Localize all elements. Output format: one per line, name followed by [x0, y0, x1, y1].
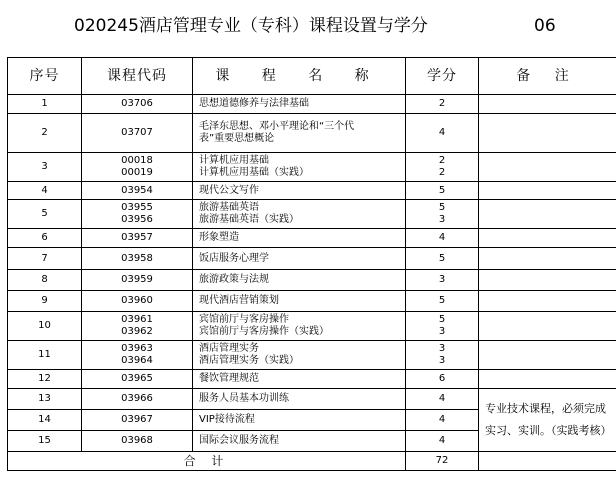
course-name-cell [193, 200, 406, 229]
total-label: 合 计 [8, 452, 406, 471]
course-code: 03957 [121, 232, 153, 243]
course-name: 餐饮管理规范 [199, 373, 259, 384]
doc-code: 06 [534, 16, 556, 36]
course-name: 旅游基础英语 [199, 202, 259, 213]
course-name: 计算机应用基础 [199, 155, 269, 166]
note-cell [479, 229, 616, 248]
header-name: 课 程 名 称 [193, 58, 406, 95]
course-name: 旅游政策与法规 [199, 274, 269, 285]
row-number: 12 [8, 370, 82, 389]
credit-value: 3 [438, 355, 446, 366]
credit-value: 2 [438, 98, 446, 109]
course-code-cell [82, 312, 193, 341]
credit-value: 5 [438, 295, 446, 306]
table-row [8, 229, 616, 248]
course-name: 思想道德修养与法律基础 [199, 98, 309, 109]
course-name-cell [193, 312, 406, 341]
note-cell [479, 270, 616, 291]
course-code-cell [82, 114, 193, 153]
note-cell [479, 312, 616, 341]
credit-cell [406, 370, 479, 389]
table-row [8, 389, 616, 410]
course-name-cell [193, 341, 406, 370]
course-code: 03963 [121, 343, 153, 354]
credit-value: 5 [438, 202, 446, 213]
note-cell [479, 95, 616, 114]
credit-value: 4 [438, 414, 446, 425]
course-code-cell [82, 182, 193, 200]
credit-cell [406, 291, 479, 312]
note-cell [479, 370, 616, 389]
credit-cell [406, 341, 479, 370]
header-credit: 学分 [406, 58, 479, 95]
credit-value: 5 [438, 314, 446, 325]
note-cell [479, 248, 616, 270]
row-number: 6 [8, 229, 82, 248]
credit-cell [406, 410, 479, 431]
row-number: 8 [8, 270, 82, 291]
total-note [479, 452, 616, 471]
row-number: 9 [8, 291, 82, 312]
table-row [8, 312, 616, 341]
table-row [8, 270, 616, 291]
course-name-cell [193, 291, 406, 312]
credit-value: 2 [438, 167, 446, 178]
title-text: 020245酒店管理专业（专科）课程设置与学分 [74, 16, 428, 36]
course-code: 03958 [121, 252, 153, 264]
note-cell [479, 182, 616, 200]
course-code: 03960 [121, 295, 153, 306]
credit-value: 5 [438, 252, 446, 264]
course-name: 旅游基础英语（实践） [199, 214, 299, 225]
course-code: 03964 [121, 355, 153, 366]
row-number: 11 [8, 341, 82, 370]
credit-value: 3 [438, 274, 446, 285]
course-code: 03706 [121, 98, 153, 109]
note-cell [479, 291, 616, 312]
table-body [8, 95, 616, 452]
course-name: 现代公文写作 [199, 184, 259, 196]
row-number: 10 [8, 312, 82, 341]
course-name: 表”重要思想概论 [199, 133, 275, 144]
note-cell [479, 114, 616, 153]
course-code-cell [82, 270, 193, 291]
course-name: 饭店服务心理学 [199, 252, 269, 264]
course-code: 00018 [121, 155, 153, 166]
note-cell [479, 341, 616, 370]
row-number: 15 [8, 431, 82, 452]
course-code: 03956 [121, 214, 153, 225]
course-name-cell [193, 229, 406, 248]
course-table [7, 57, 616, 471]
course-code-cell [82, 341, 193, 370]
header-no: 序号 [8, 58, 82, 95]
course-name: 国际会议服务流程 [199, 435, 279, 446]
credit-cell [406, 229, 479, 248]
course-name: VIP接待流程 [199, 414, 255, 425]
course-code: 03954 [121, 184, 153, 196]
credit-cell [406, 248, 479, 270]
row-number: 13 [8, 389, 82, 410]
credit-value: 3 [438, 214, 446, 225]
row-number: 3 [8, 153, 82, 182]
page-title [74, 12, 554, 40]
header-note: 备 注 [479, 58, 616, 95]
credit-value: 4 [438, 232, 446, 243]
credit-cell [406, 389, 479, 410]
table-row [8, 291, 616, 312]
total-row [8, 452, 616, 471]
credit-cell [406, 95, 479, 114]
course-name: 酒店管理实务（实践） [199, 355, 299, 366]
table-row [8, 370, 616, 389]
course-name: 宾馆前厅与客房操作（实践） [199, 326, 329, 337]
course-code-cell [82, 410, 193, 431]
course-code: 03961 [121, 314, 153, 325]
course-code: 03966 [121, 393, 153, 404]
course-code-cell [82, 248, 193, 270]
course-code: 03968 [121, 435, 153, 446]
course-name-cell [193, 410, 406, 431]
table-row [8, 114, 616, 153]
table-row [8, 182, 616, 200]
total-credits: 72 [406, 452, 479, 471]
course-code-cell [82, 200, 193, 229]
course-name-cell [193, 182, 406, 200]
course-name: 计算机应用基础（实践） [199, 167, 309, 178]
course-code-cell [82, 229, 193, 248]
credit-value: 4 [438, 127, 446, 138]
note-cell: 专业技术课程，必须完成实习、实训。（实践考核） [479, 389, 616, 452]
credit-value: 5 [438, 184, 446, 196]
credit-value: 4 [438, 393, 446, 404]
credit-value: 3 [438, 343, 446, 354]
course-code: 03967 [121, 414, 153, 425]
credit-cell [406, 182, 479, 200]
credit-value: 3 [438, 326, 446, 337]
header-row [8, 58, 616, 95]
table-row [8, 341, 616, 370]
row-number: 7 [8, 248, 82, 270]
course-code: 03962 [121, 326, 153, 337]
course-code: 00019 [121, 167, 153, 178]
course-name-cell [193, 114, 406, 153]
table-row [8, 95, 616, 114]
credit-cell [406, 200, 479, 229]
credit-value: 4 [438, 435, 446, 446]
course-code-cell [82, 431, 193, 452]
row-number: 1 [8, 95, 82, 114]
course-code-cell [82, 95, 193, 114]
course-code-cell [82, 153, 193, 182]
table-row [8, 200, 616, 229]
row-number: 2 [8, 114, 82, 153]
header-code: 课程代码 [82, 58, 193, 95]
course-code: 03707 [121, 127, 153, 138]
course-code: 03965 [121, 373, 153, 384]
course-name: 形象塑造 [199, 232, 239, 243]
row-number: 5 [8, 200, 82, 229]
course-name-cell [193, 431, 406, 452]
course-code-cell [82, 370, 193, 389]
course-name-cell [193, 95, 406, 114]
table-row [8, 153, 616, 182]
course-name-cell [193, 370, 406, 389]
row-number: 14 [8, 410, 82, 431]
course-code: 03959 [121, 274, 153, 285]
course-name-cell [193, 270, 406, 291]
course-code: 03955 [121, 202, 153, 213]
credit-cell [406, 153, 479, 182]
course-name: 现代酒店营销策划 [199, 295, 279, 306]
course-name: 酒店管理实务 [199, 343, 259, 354]
course-name-cell [193, 153, 406, 182]
note-cell [479, 200, 616, 229]
note-cell [479, 153, 616, 182]
course-code-cell [82, 291, 193, 312]
credit-value: 2 [438, 155, 446, 166]
course-name: 毛泽东思想、邓小平理论和“三个代 [199, 121, 355, 132]
credit-value: 6 [438, 373, 446, 384]
course-code-cell [82, 389, 193, 410]
row-number: 4 [8, 182, 82, 200]
course-name-cell [193, 248, 406, 270]
credit-cell [406, 114, 479, 153]
credit-cell [406, 312, 479, 341]
course-name-cell [193, 389, 406, 410]
credit-cell [406, 270, 479, 291]
credit-cell [406, 431, 479, 452]
table-row [8, 248, 616, 270]
course-name: 服务人员基本功训练 [199, 393, 289, 404]
course-name: 宾馆前厅与客房操作 [199, 314, 289, 325]
